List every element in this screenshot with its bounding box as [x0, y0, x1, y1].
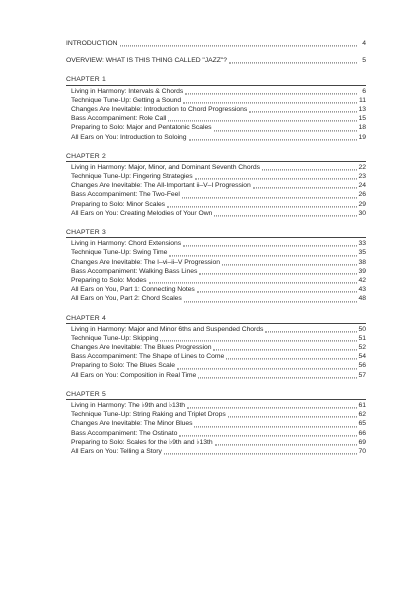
toc-entry-title: Bass Accompaniment: The Ostinato: [71, 429, 178, 437]
dot-leader: [164, 453, 357, 455]
chapter-heading: CHAPTER 4: [66, 314, 106, 322]
toc-entry-title: Bass Accompaniment: The Shape of Lines to Come: [71, 353, 225, 361]
toc-entry-page: 38: [358, 258, 366, 266]
dot-leader: [149, 282, 357, 284]
toc-entry-title: Preparing to Solo: Modes: [71, 276, 147, 284]
toc-entry-title: Technique Tune-Up: Getting a Sound: [71, 96, 182, 104]
dot-leader: [199, 272, 356, 274]
toc-entry-title: Preparing to Solo: Scales for the ♭9th and ♭13th: [71, 438, 213, 446]
toc-entry-page: 35: [358, 249, 366, 257]
table-of-contents: [66, 39, 366, 456]
toc-entry-page: 18: [358, 124, 366, 132]
toc-entry-overview[interactable]: [66, 56, 366, 65]
dot-leader: [214, 214, 356, 216]
dot-leader: [197, 291, 357, 293]
toc-entry-title: Living in Harmony: The ♭9th and ♭13th: [71, 402, 186, 409]
chapter-rule: [66, 161, 366, 162]
toc-entry-title: Technique Tune-Up: Fingering Strategies: [71, 173, 193, 181]
toc-entry[interactable]: [66, 96, 366, 105]
toc-entry-page: 61: [358, 402, 366, 409]
toc-entry-title: All Ears on You: Creating Melodies of Your Own: [71, 209, 213, 217]
dot-leader: [185, 92, 357, 94]
toc-entry-title: Preparing to Solo: Minor Scales: [71, 200, 166, 208]
toc-entry[interactable]: [66, 258, 366, 267]
toc-entry[interactable]: [66, 248, 366, 257]
toc-entry[interactable]: [66, 419, 366, 428]
toc-entry-title: Changes Are Inevitable: The All-Important ii–V–I Progression: [71, 182, 251, 190]
toc-entry-page: 42: [358, 276, 366, 284]
dot-leader: [194, 425, 356, 427]
toc-entry[interactable]: [66, 163, 366, 172]
toc-entry-title: Bass Accompaniment: Walking Bass Lines: [71, 267, 198, 275]
toc-entry-page: 29: [358, 200, 366, 208]
dot-leader: [215, 443, 357, 445]
toc-entry[interactable]: [66, 181, 366, 190]
toc-entry[interactable]: [66, 334, 366, 343]
dot-leader: [177, 367, 357, 369]
toc-entry-page: 51: [358, 334, 366, 342]
toc-entry-page: 19: [358, 133, 366, 141]
toc-entry-title: Preparing to Solo: The Blues Scale: [71, 362, 175, 370]
toc-entry[interactable]: [66, 325, 366, 334]
toc-entry[interactable]: [66, 172, 366, 181]
chapter-rule: [66, 323, 366, 324]
toc-entry-title: Living in Harmony: Major, Minor, and Dominant Seventh Chords: [71, 163, 260, 171]
dot-leader: [228, 416, 357, 418]
toc-entry[interactable]: [66, 438, 366, 447]
toc-entry-page: 52: [358, 344, 366, 352]
toc-entry[interactable]: [66, 190, 366, 199]
toc-entry-page: 70: [358, 447, 366, 455]
toc-entry[interactable]: [66, 123, 366, 132]
toc-entry-page: 54: [358, 353, 366, 361]
dot-leader: [189, 138, 357, 140]
chapter-rule: [66, 85, 366, 86]
dot-leader: [195, 178, 357, 180]
toc-entry-title: Bass Accompaniment: Role Call: [71, 115, 167, 123]
toc-entry-page: 23: [358, 173, 366, 181]
toc-entry-page: 69: [358, 438, 366, 446]
toc-entry-title: Bass Accompaniment: The Two-Feel: [71, 191, 180, 199]
toc-entry-page: 43: [358, 286, 366, 294]
toc-entry-page: 50: [358, 325, 366, 333]
toc-entry-title: All Ears on You: Composition in Real Time: [71, 371, 197, 379]
toc-entry-title: Living in Harmony: Chord Extensions: [71, 240, 182, 248]
toc-entry[interactable]: [66, 200, 366, 209]
toc-entry-page: 62: [358, 411, 366, 419]
toc-entry-page: 30: [358, 209, 366, 217]
toc-entry-title: OVERVIEW: WHAT IS THIS THING CALLED "JAZZ"?: [66, 57, 227, 65]
toc-entry[interactable]: [66, 371, 366, 380]
toc-entry-page: 6: [362, 87, 366, 95]
toc-entry-title: All Ears on You: Introduction to Soloing: [71, 133, 187, 141]
toc-entry-title: All Ears on You, Part 1: Connecting Notes: [71, 286, 195, 294]
chapter-rule: [66, 399, 366, 400]
toc-entry[interactable]: [66, 114, 366, 123]
toc-entry[interactable]: [66, 285, 366, 294]
dot-leader: [265, 330, 356, 332]
dot-leader: [120, 45, 357, 47]
toc-entry-page: 11: [359, 96, 366, 104]
dot-leader: [214, 129, 357, 131]
toc-entry-page: 13: [358, 105, 366, 113]
toc-entry-title: Changes Are Inevitable: The Blues Progression: [71, 344, 212, 352]
toc-entry-title: Changes Are Inevitable: The Minor Blues: [71, 420, 193, 428]
toc-entry-introduction[interactable]: [66, 39, 366, 48]
toc-entry-page: 57: [358, 371, 366, 379]
toc-entry[interactable]: [66, 133, 366, 142]
toc-entry-page: 5: [362, 57, 366, 65]
toc-entry[interactable]: [66, 267, 366, 276]
toc-entry-title: Living in Harmony: Intervals & Chords: [71, 87, 184, 95]
toc-entry-page: 22: [358, 163, 366, 171]
chapter-heading: CHAPTER 2: [66, 152, 106, 160]
dot-leader: [222, 263, 357, 265]
toc-entry-page: 33: [358, 240, 366, 248]
toc-entry-title: Changes Are Inevitable: Introduction to Chord Progressions: [71, 105, 248, 113]
dot-leader: [198, 376, 356, 378]
chapter-list: [66, 65, 366, 456]
chapter-heading: CHAPTER 1: [66, 76, 106, 84]
dot-leader: [253, 187, 357, 189]
chapter-heading: CHAPTER 3: [66, 229, 106, 236]
dot-leader: [226, 358, 356, 360]
toc-entry-title: Preparing to Solo: Major and Pentatonic Scales: [71, 124, 212, 132]
dot-leader: [213, 349, 356, 351]
dot-leader: [187, 407, 357, 409]
dot-leader: [183, 101, 357, 103]
toc-entry[interactable]: [66, 343, 366, 352]
toc-entry[interactable]: [66, 361, 366, 370]
toc-entry-title: All Ears on You: Telling a Story: [71, 447, 162, 455]
toc-entry-title: INTRODUCTION: [66, 40, 118, 47]
toc-entry[interactable]: [66, 105, 366, 114]
toc-entry-page: 24: [358, 182, 366, 190]
toc-entry[interactable]: [66, 209, 366, 218]
dot-leader: [160, 339, 356, 341]
toc-entry-page: 4: [362, 40, 366, 47]
toc-entry[interactable]: [66, 429, 366, 438]
toc-entry-page: 15: [358, 115, 366, 123]
toc-entry[interactable]: [66, 87, 366, 96]
toc-entry-title: Changes Are Inevitable: The I–vi–ii–V Progression: [71, 258, 220, 266]
dot-leader: [182, 196, 357, 198]
toc-entry-page: 26: [358, 191, 366, 199]
toc-entry[interactable]: [66, 401, 366, 410]
dot-leader: [169, 254, 356, 256]
dot-leader: [167, 205, 356, 207]
toc-entry-page: 39: [358, 267, 366, 275]
toc-entry-page: 66: [358, 429, 366, 437]
dot-leader: [229, 62, 357, 64]
chapter-heading: CHAPTER 5: [66, 390, 106, 398]
toc-entry-page: 48: [358, 295, 366, 303]
toc-entry[interactable]: [66, 294, 366, 303]
toc-entry-title: Technique Tune-Up: Swing Time: [71, 249, 168, 257]
dot-leader: [179, 434, 356, 436]
dot-leader: [249, 111, 356, 113]
toc-entry-title: Technique Tune-Up: Skipping: [71, 334, 159, 342]
toc-entry-title: Living in Harmony: Major and Minor 6ths and Suspended Chords: [71, 325, 264, 333]
toc-entry[interactable]: [66, 276, 366, 285]
toc-entry-page: 65: [358, 420, 366, 428]
dot-leader: [184, 300, 357, 302]
toc-entry[interactable]: [66, 239, 366, 248]
dot-leader: [168, 120, 356, 122]
toc-entry[interactable]: [66, 352, 366, 361]
toc-entry-page: 56: [358, 362, 366, 370]
toc-entry[interactable]: [66, 410, 366, 419]
dot-leader: [262, 168, 357, 170]
chapter-rule: [66, 237, 366, 238]
toc-entry-title: All Ears on You, Part 2: Chord Scales: [71, 295, 182, 303]
dot-leader: [183, 245, 356, 247]
toc-entry[interactable]: [66, 447, 366, 456]
toc-entry-title: Technique Tune-Up: String Raking and Triplet Drops: [71, 411, 226, 419]
